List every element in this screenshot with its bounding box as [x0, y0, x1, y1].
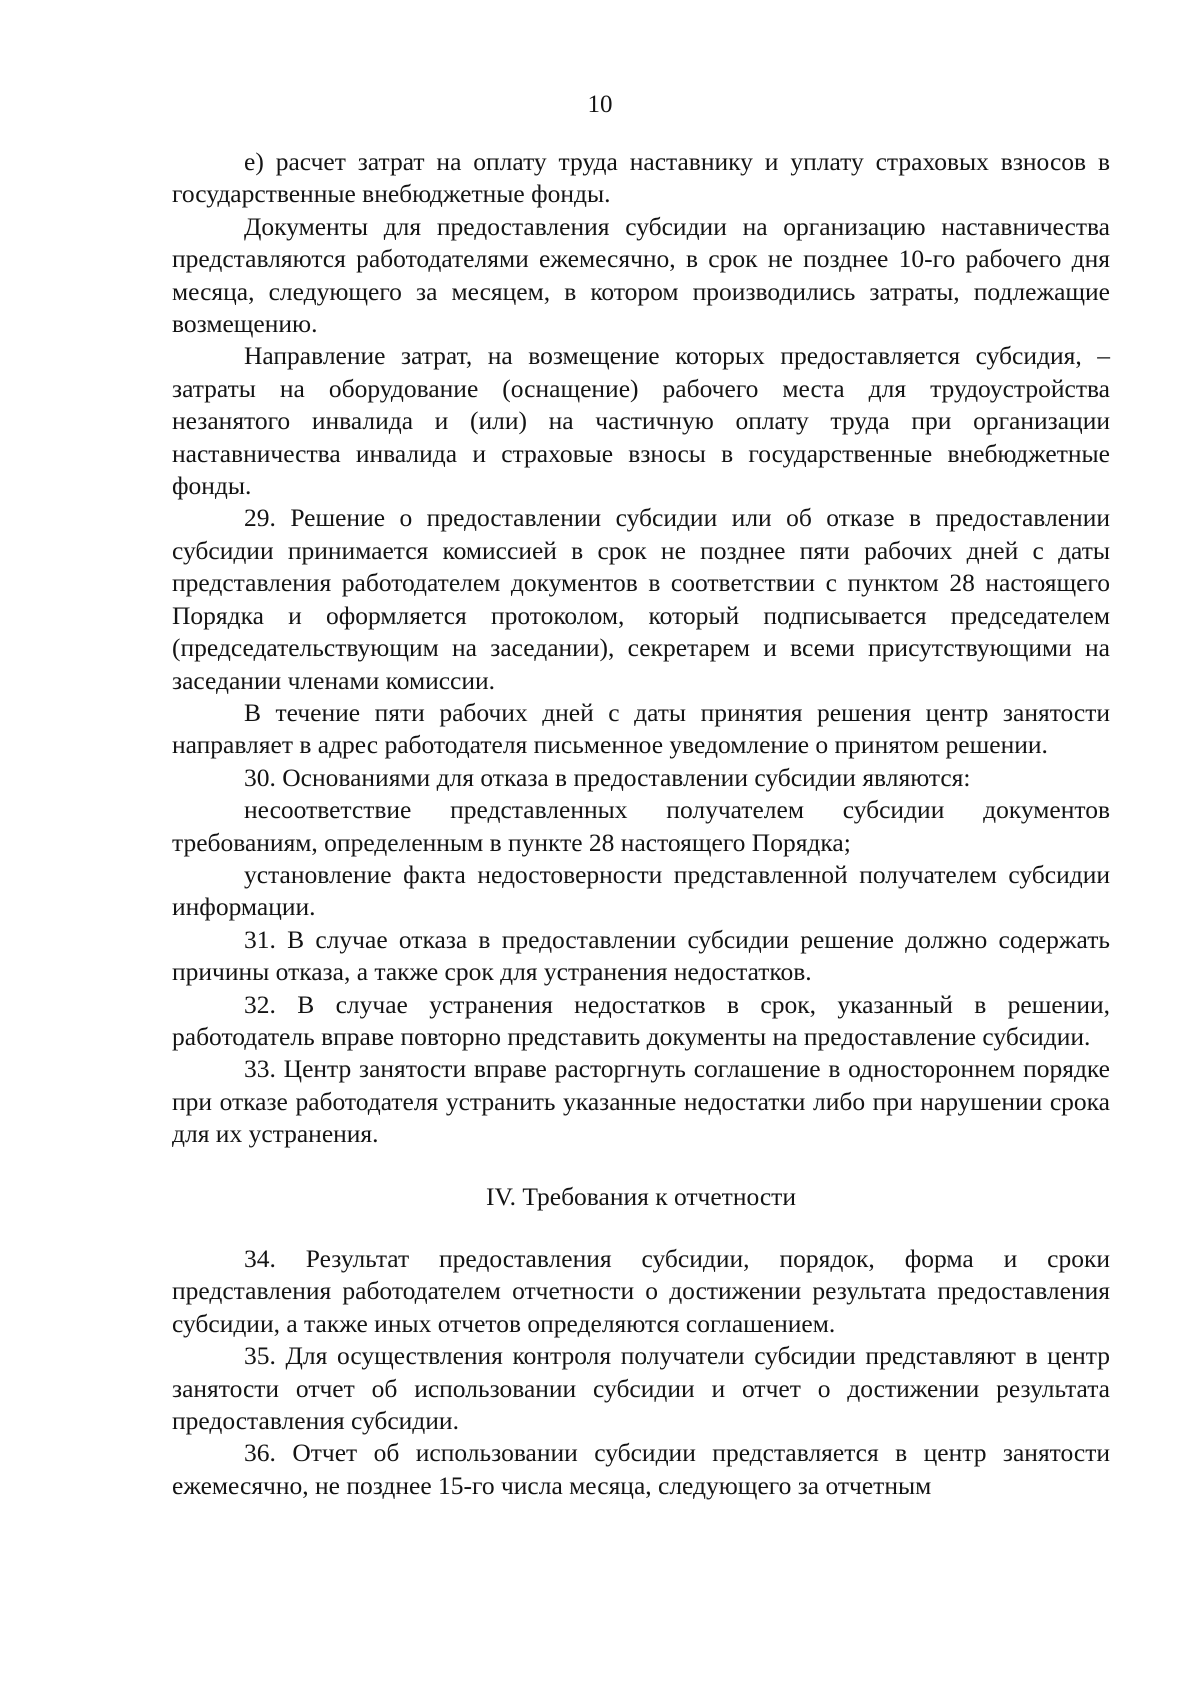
paragraph-29-decision: 29. Решение о предоставлении субсидии или об отказе в предоставлении субсидии принимается комиссией в срок не позднее пяти рабочих дней с даты представления работодателем документов в соответствии с пунктом 28 настоящего Порядка и оформляется протоколом, который подписывается председателем (председательствующим на заседании), секретарем и всеми присутствующими на заседании членами комиссии.: [172, 503, 1110, 695]
paragraph-cost-direction: Направление затрат, на возмещение которых предоставляется субсидия, – затраты на оборудование (оснащение) рабочего места для трудоустройства незанятого инвалида и (или) на частичную оплату труда при организации наставничества инвалида и страховые взносы в государственные внебюджетные фонды.: [172, 341, 1110, 501]
paragraph-notification: В течение пяти рабочих дней с даты принятия решения центр занятости направляет в адрес работодателя письменное уведомление о принятом решении.: [172, 697, 1110, 760]
paragraph-30-refusal-grounds: 30. Основаниями для отказа в предоставлении субсидии являются:: [244, 762, 971, 792]
paragraph-refusal-ground-2: установление факта недостоверности представленной получателем субсидии информации.: [172, 859, 1110, 922]
paragraph-35-control: 35. Для осуществления контроля получатели субсидии представляют в центр занятости отчет об использовании субсидии и отчет о достижении результата предоставления субсидии.: [172, 1341, 1110, 1436]
paragraph-mentorship-documents: Документы для предоставления субсидии на организацию наставничества представляются работодателями ежемесячно, в срок не позднее 10-го рабочего дня месяца, следующего за месяцем, в котором производились затраты, подлежащие возмещению.: [172, 211, 1110, 339]
paragraph-33-termination: 33. Центр занятости вправе расторгнуть соглашение в одностороннем порядке при отказе работодателя устранить указанные недостатки либо при нарушении срока для их устранения.: [172, 1054, 1110, 1149]
paragraph-e-mentor-costs: е) расчет затрат на оплату труда наставнику и уплату страховых взносов в государственные внебюджетные фонды.: [172, 147, 1110, 209]
paragraph-31-refusal-content: 31. В случае отказа в предоставлении субсидии решение должно содержать причины отказа, а также срок для устранения недостатков.: [172, 924, 1110, 987]
document-body: [172, 146, 1110, 1502]
section-heading-reporting: IV. Требования к отчетности: [486, 1181, 796, 1211]
paragraph-refusal-ground-1: несоответствие представленных получателем субсидии документов требованиям, определенным в пункте 28 настоящего Порядка;: [172, 795, 1110, 857]
paragraph-36-usage-report: 36. Отчет об использовании субсидии представляется в центр занятости ежемесячно, не позднее 15-го числа месяца, следующего за отчетным: [172, 1438, 1110, 1500]
paragraph-32-resubmission: 32. В случае устранения недостатков в срок, указанный в решении, работодатель вправе повторно представить документы на предоставление субсидии.: [172, 989, 1110, 1051]
paragraph-34-result: 34. Результат предоставления субсидии, порядок, форма и сроки представления работодателем отчетности о достижении результата предоставления субсидии, а также иных отчетов определяются соглашением.: [172, 1244, 1110, 1338]
page-number: 10: [587, 91, 613, 118]
